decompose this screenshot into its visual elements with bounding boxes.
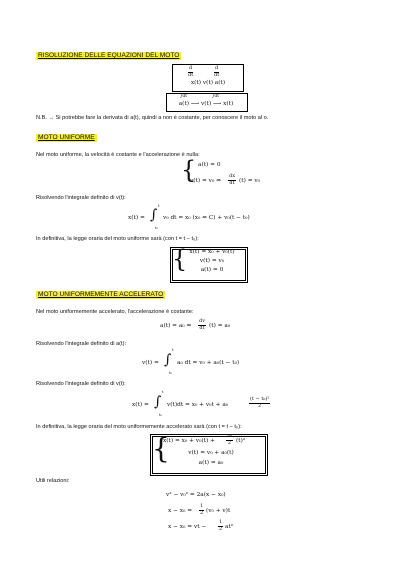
accel-law-denominator: 2 [227, 439, 232, 446]
useful-relation-3-right: at² [225, 524, 234, 530]
integral-upper-limit: t [162, 389, 164, 394]
useful-r3-denominator: 2 [219, 525, 223, 532]
accel-law-line3: a(t) = a₀ [198, 460, 224, 466]
accel-int-x-left: x(t) = [132, 402, 149, 408]
integral-sign: ∫ [150, 207, 158, 223]
uniform-law-brace: { [172, 245, 188, 273]
useful-relation-3-left: x − x₀ = vt − [168, 524, 207, 530]
uniform-system-line1: a(t) = 0 [198, 162, 221, 168]
useful-relation-2-right: (v₀ + v)t [206, 508, 231, 514]
section-title-main: RISOLUZIONE DELLE EQUAZIONI DEL MOTO [38, 52, 180, 59]
uniform-system-brace: { [181, 156, 197, 184]
accel-law-line2: v(t) = v₀ + a₀(t) [188, 450, 234, 456]
uniform-law-intro: In definitiva, la legge oraria del moto uniforme sarà (con t = t − t₀): [36, 236, 199, 242]
useful-r2-numerator: 1 [200, 503, 204, 509]
uniform-law-line3: a(t) = 0 [200, 267, 224, 273]
accel-law-brace: { [152, 432, 170, 465]
schema-fraction-2 [214, 66, 219, 78]
accel-solve-v-intro: Risolvendo l'integrale definito di a(t): [36, 341, 126, 347]
accel-int-v-body: a₀ dt = v₀ + a₀(t − t₀) [177, 360, 240, 366]
section-title-uniform: MOTO UNIFORME [38, 134, 95, 141]
accel-int-x-body: v(t)dt = x₀ + v₀t + a₀ [167, 402, 229, 408]
schema-int-label-2: ∫dt [212, 94, 220, 99]
accel-law-line1-a: x(t) = x₀ + v₀(t) + [163, 438, 215, 444]
schema-chain: x(t) v(t) a(t) [190, 80, 226, 86]
useful-title: Utili relazioni: [36, 478, 70, 484]
schema-d-1: d [189, 65, 193, 71]
integral-lower-limit: t₀ [159, 412, 163, 417]
schema-int-label-1: ∫dt [180, 94, 188, 99]
accel-eq1-left: a(t) = a₀ ⇔ [160, 323, 192, 329]
schema-integration-chain: a(t) ⟶ v(t) ⟶ x(t) [178, 101, 234, 107]
uniform-dt: dt [229, 179, 235, 186]
section-title-accelerated: MOTO UNIFORMEMENTE ACCELERATO [38, 291, 164, 298]
schema-d-2: d [215, 65, 219, 71]
accel-dt: dt [199, 324, 205, 331]
derivative-schema-box [172, 64, 244, 92]
useful-relation-1: v² − v₀² = 2a(x − x₀) [166, 492, 226, 498]
schema-dt-1: dt [188, 71, 194, 78]
uniform-integral-body: v₀ dt = x₀ (x₀ ⇔ C) + v₀(t − t₀) [163, 215, 250, 221]
uniform-solve-intro: Risolvendo l'integrale definito di v(t): [36, 195, 126, 201]
useful-r2-denominator: 2 [200, 509, 204, 516]
integral-upper-limit: t [172, 347, 174, 352]
accel-dv: dv [199, 318, 206, 324]
useful-relation-3-fraction [218, 520, 223, 532]
accel-int-x-fraction [249, 397, 270, 409]
useful-relation-2-left: x − x₀ = [168, 508, 193, 514]
accel-law-fraction [226, 434, 233, 446]
accel-eq1-right: (t) = a₀ [209, 323, 231, 329]
schema-fraction-1 [188, 66, 193, 78]
integral-lower-limit: t₀ [169, 370, 173, 375]
accel-int-x-numerator: (t − t₀)² [250, 396, 270, 402]
accel-law-numerator: a₀ [227, 433, 232, 439]
accel-solve-x-intro: Risolvendo l'integrale definito di v(t): [36, 381, 126, 387]
uniform-system-line2-right: (t) = v₀ [239, 178, 260, 184]
integral-lower-limit: t₀ [155, 225, 159, 230]
uniform-system-line2-left: v(t) = v₀ ⇔ [190, 178, 221, 184]
uniform-integral-left: x(t) = [128, 215, 145, 221]
nb-note: N.B. → Si potrebbe fare la derivata di a(t), quindi a non è costante, per conoscere il moto al o. [36, 115, 269, 121]
accel-law-intro: In definitiva, la legge oraria del moto uniformemente accelerato sarà (con t = t − t₀): [36, 424, 242, 430]
integral-sign: ∫ [154, 394, 162, 410]
accel-law-line1-b: (t)² [236, 438, 246, 444]
integral-sign: ∫ [164, 352, 172, 368]
useful-relation-2-fraction [199, 504, 204, 516]
accel-intro: Nel moto uniformemente accelerato, l'accelerazione è costante: [36, 309, 194, 315]
useful-r3-numerator: 1 [219, 519, 223, 525]
integral-upper-limit: t [158, 203, 160, 208]
uniform-dxdt-fraction [228, 174, 236, 186]
accel-dvdt-fraction [198, 319, 206, 331]
uniform-dx: dx [229, 173, 236, 179]
uniform-law-line2: v(t) = v₀ [199, 258, 225, 264]
accel-int-v-left: v(t) = [142, 360, 159, 366]
accel-int-x-denominator: 2 [258, 402, 262, 409]
uniform-law-line1: x(t) = x₀ + v₀(t) [189, 249, 235, 255]
schema-dt-2: dt [214, 71, 220, 78]
uniform-intro: Nel moto uniforme, la velocità è costante e l'accelerazione è nulla: [36, 152, 200, 158]
